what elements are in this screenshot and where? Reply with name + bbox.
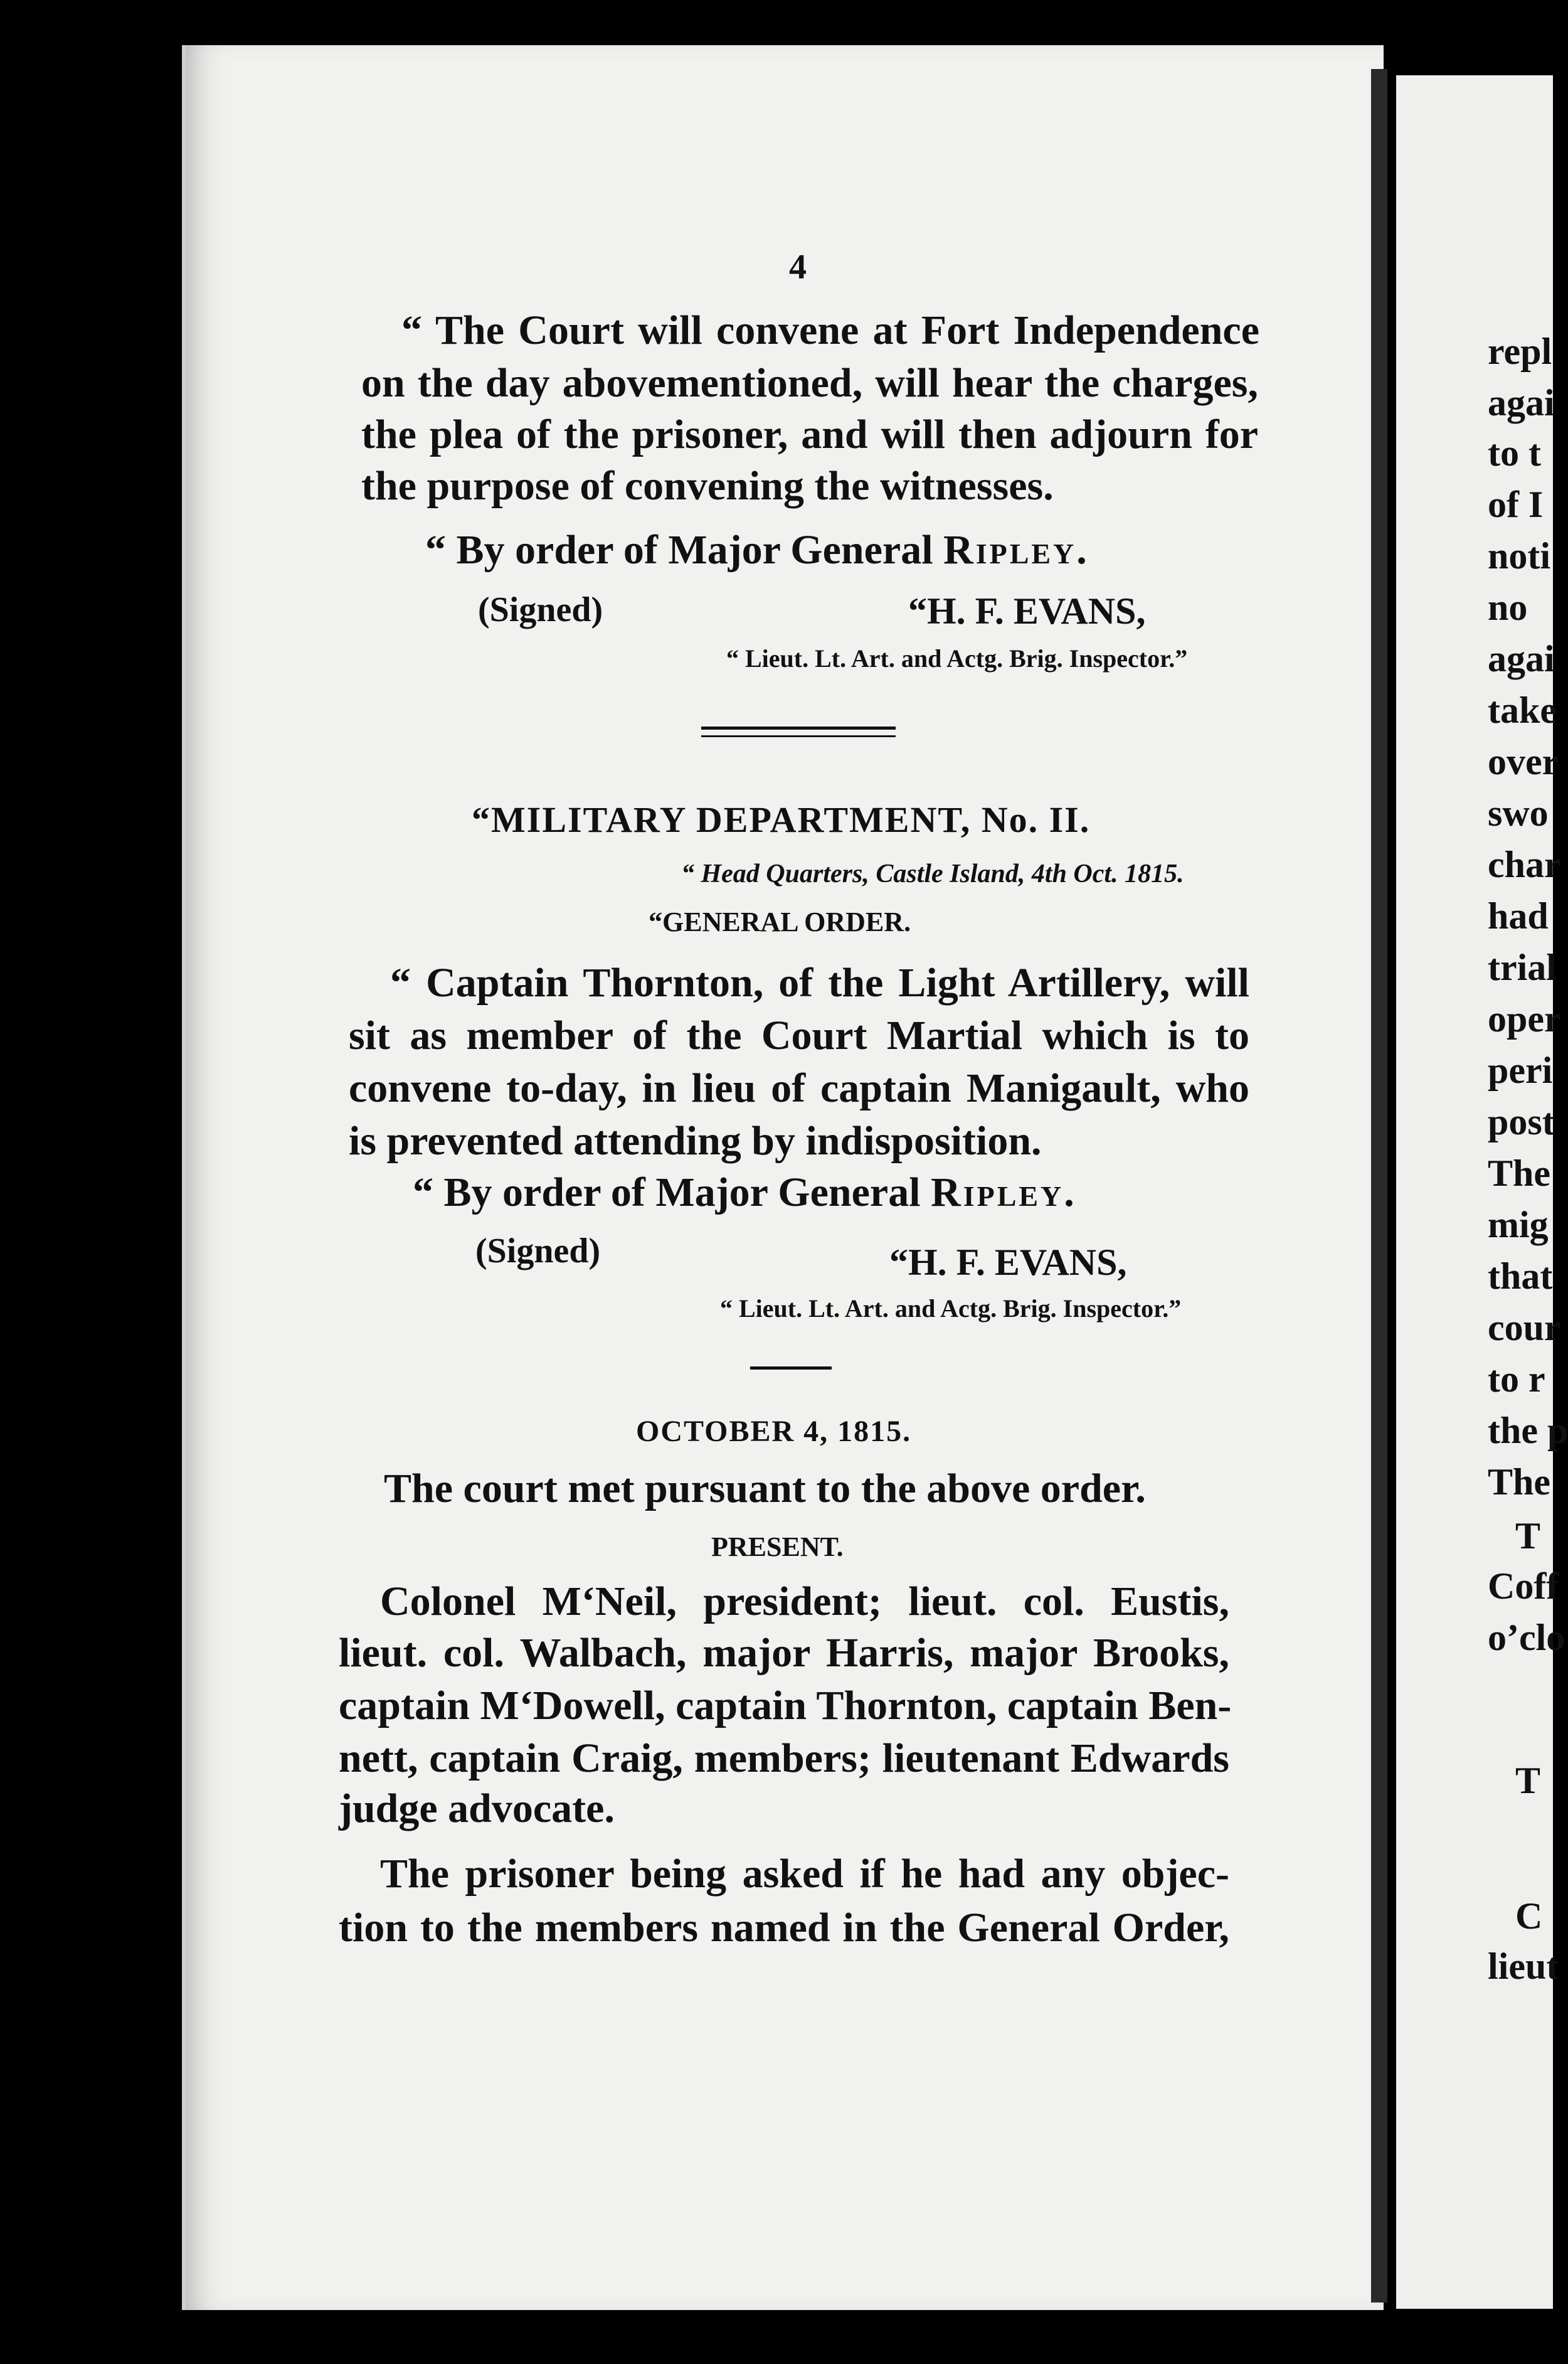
order-prefix: “ By order of Major General (425, 527, 933, 573)
signer-title: “ Lieut. Lt. Art. and Actg. Brig. Inspector.” (726, 644, 1188, 673)
text-line: the purpose of convening the witnesses. (361, 463, 1054, 509)
dateline: “ Head Quarters, Castle Island, 4th Oct. 1815. (681, 860, 1184, 888)
facing-fragment: that (1488, 1255, 1553, 1297)
facing-fragment: mig (1488, 1204, 1549, 1245)
facing-fragment: swo (1488, 792, 1549, 834)
text-line: captain M‘Dowell, captain Thornton, captain Ben- (339, 1683, 1232, 1728)
signed-label: (Signed) (475, 1232, 601, 1270)
book-gutter (1371, 69, 1387, 2303)
order-name: Ripley. (931, 1169, 1077, 1215)
facing-fragment: peri (1488, 1050, 1553, 1091)
text-line: lieut. col. Walbach, major Harris, major Brooks, (339, 1630, 1229, 1676)
facing-fragment: C (1515, 1895, 1543, 1937)
facing-fragment: agai (1488, 382, 1555, 423)
facing-fragment: to t (1488, 432, 1541, 474)
facing-fragment: had (1488, 895, 1549, 937)
facing-fragment: cour (1488, 1307, 1561, 1348)
facing-fragment: Coff (1488, 1565, 1559, 1607)
present-heading: PRESENT. (711, 1531, 844, 1562)
facing-fragment: oper (1488, 998, 1561, 1040)
order-title: “GENERAL ORDER. (649, 907, 911, 937)
text-line: The court met pursuant to the above order. (384, 1466, 1146, 1511)
facing-fragment: of I (1488, 484, 1544, 525)
facing-fragment: the p (1488, 1410, 1568, 1451)
facing-fragment: noti (1488, 535, 1551, 577)
facing-fragment: T (1515, 1515, 1541, 1557)
facing-fragment: lieut (1488, 1946, 1559, 1987)
text-line: convene to-day, in lieu of captain Manigault, who (349, 1065, 1249, 1111)
date-heading: OCTOBER 4, 1815. (636, 1415, 912, 1448)
text-line: is prevented attending by indisposition. (349, 1118, 1042, 1164)
order-prefix: “ By order of Major General (413, 1169, 921, 1215)
facing-fragment: no (1488, 587, 1528, 628)
signer-title: “ Lieut. Lt. Art. and Actg. Brig. Inspector.” (720, 1294, 1182, 1323)
text-line: the plea of the prisoner, and will then adjourn for (361, 412, 1258, 457)
facing-fragment: over (1488, 741, 1559, 782)
signer-name: “H. F. EVANS, (889, 1242, 1127, 1283)
text-line: “ The Court will convene at Fort Independence (401, 307, 1259, 353)
text-line: The prisoner being asked if he had any objec- (380, 1851, 1229, 1897)
section-divider (701, 735, 896, 737)
facing-fragment: to r (1488, 1358, 1545, 1400)
section-divider (701, 727, 896, 730)
section-divider (750, 1366, 832, 1370)
page-number: 4 (789, 248, 807, 287)
order-line (413, 1169, 1077, 1215)
facing-fragment: post (1488, 1101, 1555, 1142)
facing-fragment: trial (1488, 947, 1557, 988)
department-heading: “MILITARY DEPARTMENT, No. II. (472, 799, 1091, 840)
signed-label: (Signed) (478, 590, 603, 629)
facing-page (1396, 75, 1568, 2309)
text-line: on the day abovementioned, will hear the charges, (361, 360, 1258, 406)
facing-fragment: o’clo (1488, 1617, 1565, 1658)
facing-fragment: The (1488, 1461, 1551, 1503)
text-line: sit as member of the Court Martial which is to (349, 1013, 1249, 1058)
facing-fragment: The (1488, 1153, 1551, 1194)
facing-fragment: take (1488, 690, 1557, 731)
facing-fragment: repl (1488, 331, 1552, 372)
text-line: “ Captain Thornton, of the Light Artillery, will (390, 960, 1249, 1006)
order-line (425, 527, 1089, 573)
order-name: Ripley. (943, 527, 1089, 573)
text-line: nett, captain Craig, members; lieutenant Edwards (339, 1735, 1229, 1781)
text-line: tion to the members named in the General Order, (339, 1905, 1229, 1951)
text-line: Colonel M‘Neil, president; lieut. col. Eustis, (380, 1579, 1229, 1624)
signer-name: “H. F. EVANS, (908, 590, 1146, 632)
facing-fragment: T (1515, 1760, 1541, 1801)
facing-fragment: agai (1488, 638, 1555, 679)
facing-fragment: char (1488, 844, 1561, 885)
text-line: judge advocate. (339, 1786, 615, 1831)
